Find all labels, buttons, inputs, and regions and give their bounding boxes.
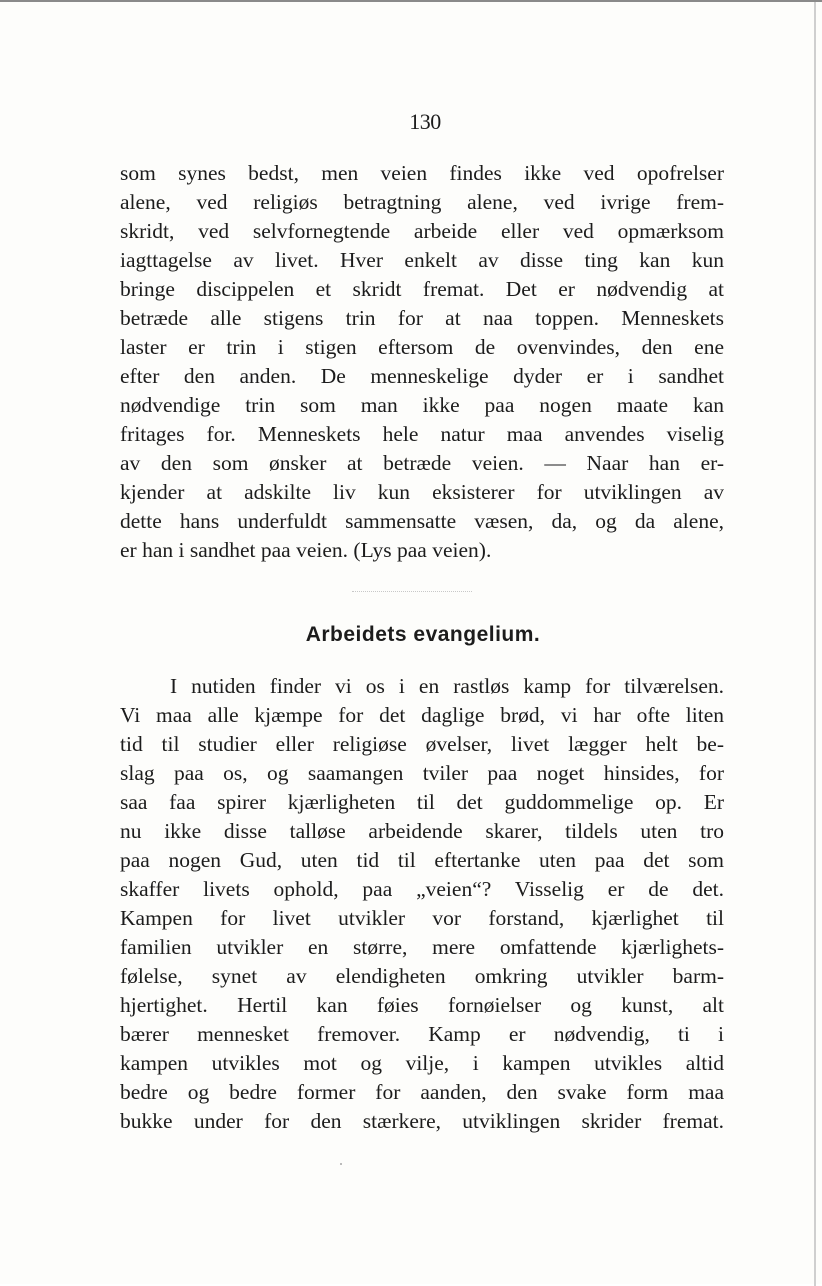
text-line: familien utvikler en større, mere omfattende kjærlighets- [120,935,724,959]
text-line: bærer mennesket fremover. Kamp er nødvendig, ti i [120,1022,724,1046]
page-number: 130 [409,109,441,134]
text-line: kampen utvikles mot og vilje, i kampen utvikles altid [120,1051,724,1075]
text-line: nu ikke disse talløse arbeidende skarer, tildels uten tro [120,819,724,843]
text-line: hjertighet. Hertil kan føies fornøielser og kunst, alt [120,993,724,1017]
text-line: tid til studier eller religiøse øvelser, livet lægger helt be- [120,732,724,756]
text-line: Vi maa alle kjæmpe for det daglige brød, vi har ofte liten [120,703,724,727]
text-line: efter den anden. De menneskelige dyder er i sandhet [120,364,724,388]
text-line: skridt, ved selvfornegtende arbeide eller ved opmærksom [120,219,724,243]
text-line: kjender at adskilte liv kun eksisterer for utviklingen av [120,480,724,504]
text-line: slag paa os, og saamangen tviler paa noget hinsides, for [120,761,724,785]
paragraph-2 [120,672,724,1136]
text-line: av den som ønsker at betræde veien. — Naar han er- [120,451,724,475]
text-line: fritages for. Menneskets hele natur maa anvendes viselig [120,422,724,446]
section-heading: Arbeidets evangelium. [305,623,541,646]
text-line: laster er trin i stigen eftersom de ovenvindes, den ene [120,335,724,359]
text-line: Kampen for livet utvikler vor forstand, kjærlighet til [120,906,724,930]
text-line: bedre og bedre former for aanden, den svake form maa [120,1080,724,1104]
text-line: nødvendige trin som man ikke paa nogen maate kan [120,393,724,417]
text-line: bukke under for den stærkere, utviklingen skrider fremat. [120,1109,724,1133]
text-line: følelse, synet av elendigheten omkring utvikler barm- [120,964,724,988]
text-line: dette hans underfuldt sammensatte væsen, da, og da alene, [120,509,724,533]
text-line: alene, ved religiøs betragtning alene, ved ivrige frem- [120,190,724,214]
paragraph-1 [120,159,724,565]
text-line: er han i sandhet paa veien. (Lys paa veien). [120,538,492,562]
scan-speck [340,1163,342,1165]
text-line: I nutiden finder vi os i en rastløs kamp for tilværelsen. [170,674,724,698]
text-line: iagttagelse av livet. Hver enkelt av disse ting kan kun [120,248,724,272]
text-line: skaffer livets ophold, paa „veien“? Visselig er de det. [120,877,724,901]
section-separator [352,591,472,592]
text-line: paa nogen Gud, uten tid til eftertanke uten paa det som [120,848,724,872]
text-line: som synes bedst, men veien findes ikke ved opofrelser [120,161,724,185]
text-line: bringe discippelen et skridt fremat. Det er nødvendig at [120,277,724,301]
text-line: betræde alle stigens trin for at naa toppen. Menneskets [120,306,724,330]
text-line: saa faa spirer kjærligheten til det guddommelige op. Er [120,790,724,814]
